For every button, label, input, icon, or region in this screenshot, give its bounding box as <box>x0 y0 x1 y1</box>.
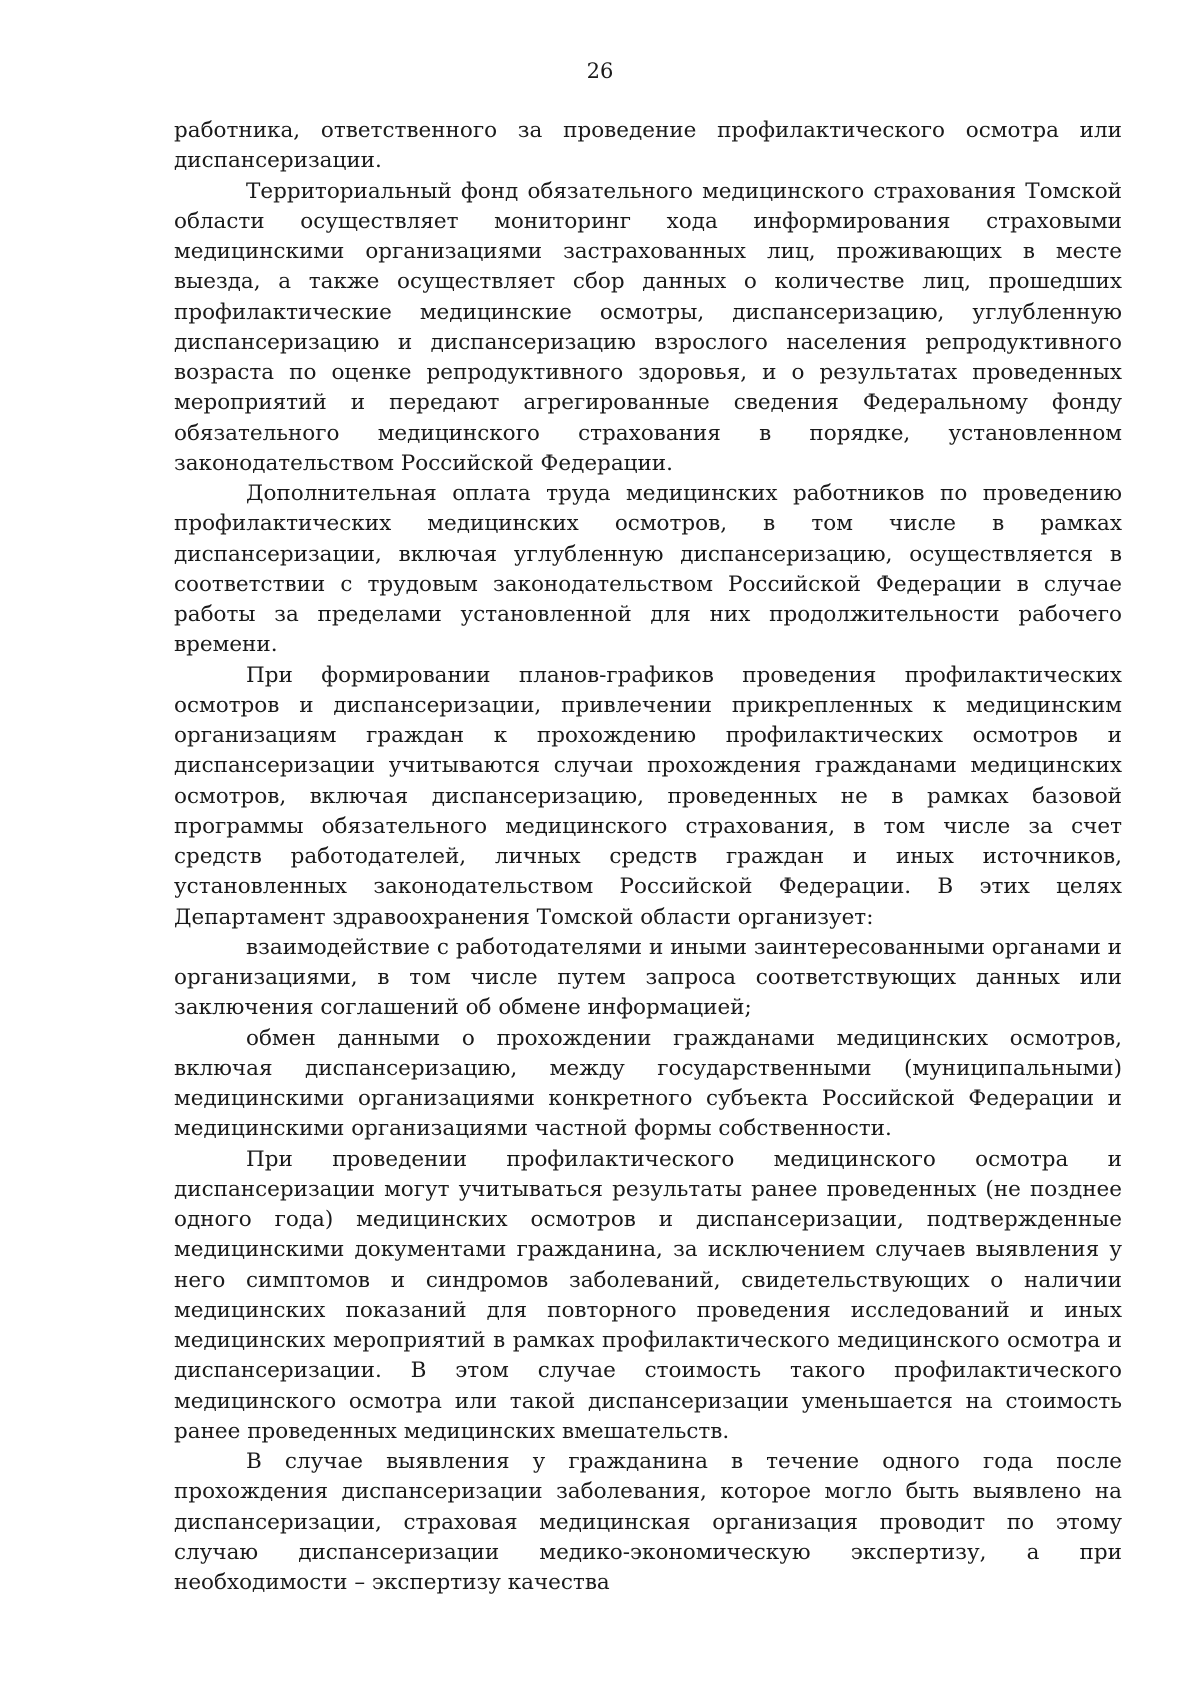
page-number: 26 <box>586 59 614 83</box>
document-body <box>174 116 1122 1598</box>
paragraph-previous-results: При проведении профилактического медицинского осмотра и диспансеризации могут учитываться результаты ранее проведенных (не позднее одного года) медицинских осмотров и диспансеризации, подтвержденные медицинскими документами гражданина, за исключением случаев выявления у него симптомов и синдромов заболеваний, свидетельствующих о наличии медицинских показаний для повторного проведения исследований и иных медицинских мероприятий в рамках профилактического медицинского осмотра и диспансеризации. В этом случае стоимость такого профилактического медицинского осмотра или такой диспансеризации уменьшается на стоимость ранее проведенных медицинских вмешательств. <box>174 1146 1122 1444</box>
paragraph-continuation: работника, ответственного за проведение профилактического осмотра или диспансеризации. <box>174 118 1122 174</box>
paragraph-planning: При формировании планов-графиков проведения профилактических осмотров и диспансеризации, привлечении прикрепленных к медицинским организациям граждан к прохождению профилактических осмотров и диспансеризации учитываются случаи прохождения гражданами медицинских осмотров, включая диспансеризацию, проведенных не в рамках базовой программы обязательного медицинского страхования, в том числе за счет средств работодателей, личных средств граждан и иных источников, установленных законодательством Российской Федерации. В этих целях Департамент здравоохранения Томской области организует: <box>174 662 1122 930</box>
paragraph-data-exchange: обмен данными о прохождении гражданами медицинских осмотров, включая диспансеризацию, между государственными (муниципальными) медицинскими организациями конкретного субъекта Российской Федерации и медицинскими организациями частной формы собственности. <box>174 1025 1122 1142</box>
paragraph-monitoring: Территориальный фонд обязательного медицинского страхования Томской области осуществляет мониторинг хода информирования страховыми медицинскими организациями застрахованных лиц, проживающих в месте выезда, а также осуществляет сбор данных о количестве лиц, прошедших профилактические медицинские осмотры, диспансеризацию, углубленную диспансеризацию и диспансеризацию взрослого населения репродуктивного возраста по оценке репродуктивного здоровья, и о результатах проведенных мероприятий и передают агрегированные сведения Федеральному фонду обязательного медицинского страхования в порядке, установленном законодательством Российской Федерации. <box>174 178 1122 476</box>
paragraph-interaction: взаимодействие с работодателями и иными заинтересованными органами и организациями, в том числе путем запроса соответствующих данных или заключения соглашений об обмене информацией; <box>174 934 1122 1021</box>
paragraph-expertise: В случае выявления у гражданина в течение одного года после прохождения диспансеризации заболевания, которое могло быть выявлено на диспансеризации, страховая медицинская организация проводит по этому случаю диспансеризации медико-экономическую экспертизу, а при необходимости – экспертизу качества <box>174 1449 1122 1595</box>
paragraph-additional-payment: Дополнительная оплата труда медицинских работников по проведению профилактических медицинских осмотров, в том числе в рамках диспансеризации, включая углубленную диспансеризацию, осуществляется в соответствии с трудовым законодательством Российской Федерации в случае работы за пределами установленной для них продолжительности рабочего времени. <box>174 481 1122 658</box>
